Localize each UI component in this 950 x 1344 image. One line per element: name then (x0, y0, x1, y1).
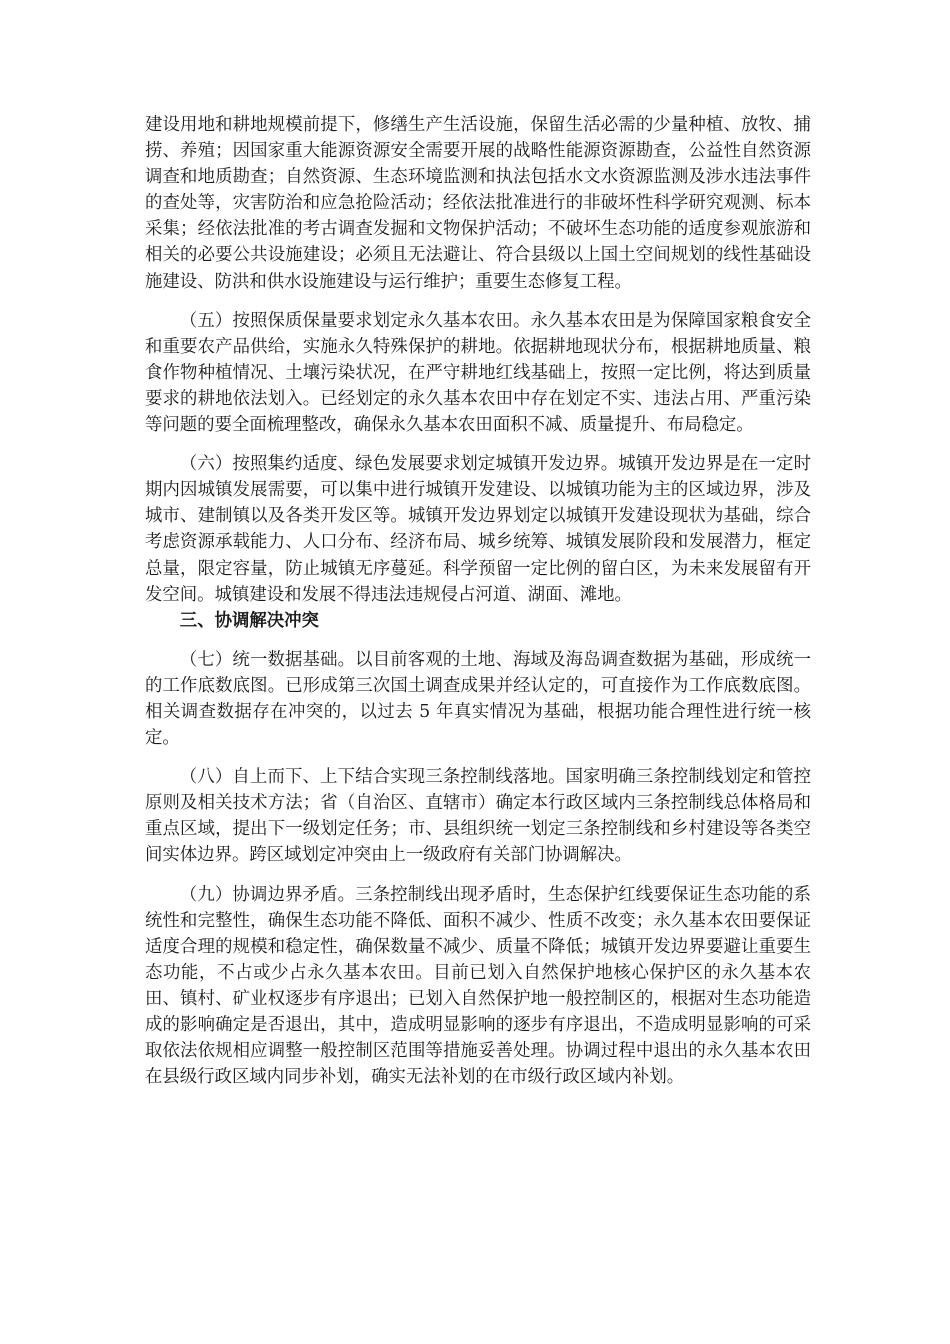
paragraph-section-6: （六）按照集约适度、绿色发展要求划定城镇开发边界。城镇开发边界是在一定时期内因城镇发展需要，可以集中进行城镇开发建设、以城镇功能为主的区域边界，涉及城市、建制镇以及各类开发区等。城镇开发边界划定以城镇开发建设现状为基础，综合考虑资源承载能力、人口分布、经济布局、城乡统筹、城镇发展阶段和发展潜力，框定总量，限定容量，防止城镇无序蔓延。科学预留一定比例的留白区，为未来发展留有开发空间。城镇建设和发展不得违法违规侵占河道、湖面、滩地。 (145, 454, 811, 605)
paragraph-section-9: （九）协调边界矛盾。三条控制线出现矛盾时，生态保护红线要保证生态功能的系统性和完整性，确保生态功能不降低、面积不减少、性质不改变；永久基本农田要保证适度合理的规模和稳定性，确保数量不减少、质量不降低；城镇开发边界要避让重要生态功能，不占或少占永久基本农田。目前已划入自然保护地核心保护区的永久基本农田、镇村、矿业权逐步有序退出；已划入自然保护地一般控制区的，根据对生态功能造成的影响确定是否退出，其中，造成明显影响的逐步有序退出，不造成明显影响的可采取依法依规相应调整一般控制区范围等措施妥善处理。协调过程中退出的永久基本农田在县级行政区域内同步补划，确实无法补划的在市级行政区域内补划。 (145, 884, 811, 1088)
document-page (145, 112, 811, 1090)
section-heading-3: 三、协调解决冲突 (179, 610, 319, 631)
paragraph-section-7: （七）统一数据基础。以目前客观的土地、海域及海岛调查数据为基础，形成统一的工作底数底图。已形成第三次国土调查成果并经认定的，可直接作为工作底数底图。相关调查数据存在冲突的，以过去 5 年真实情况为基础，根据功能合理性进行统一核定。 (145, 649, 811, 749)
paragraph-continuation: 建设用地和耕地规模前提下，修缮生产生活设施，保留生活必需的少量种植、放牧、捕捞、养殖；因国家重大能源资源安全需要开展的战略性能源资源勘查，公益性自然资源调查和地质勘查；自然资源、生态环境监测和执法包括水文水资源监测及涉水违法事件的查处等，灾害防治和应急抢险活动；经依法批准进行的非破坏性科学研究观测、标本采集；经依法批准的考古调查发掘和文物保护活动；不破坏生态功能的适度参观旅游和相关的必要公共设施建设；必须且无法避让、符合县级以上国土空间规划的线性基础设施建设、防洪和供水设施建设与运行维护；重要生态修复工程。 (145, 115, 811, 292)
paragraph-section-5: （五）按照保质保量要求划定永久基本农田。永久基本农田是为保障国家粮食安全和重要农产品供给，实施永久特殊保护的耕地。依据耕地现状分布，根据耕地质量、粮食作物种植情况、土壤污染状况，在严守耕地红线基础上，按照一定比例，将达到质量要求的耕地依法划入。已经划定的永久基本农田中存在划定不实、违法占用、严重污染等问题的要全面梳理整改，确保永久基本农田面积不减、质量提升、布局稳定。 (145, 310, 811, 436)
paragraph-section-8: （八）自上而下、上下结合实现三条控制线落地。国家明确三条控制线划定和管控原则及相关技术方法；省（自治区、直辖市）确定本行政区域内三条控制线总体格局和重点区域，提出下一级划定任务；市、县组织统一划定三条控制线和乡村建设等各类空间实体边界。跨区域划定冲突由上一级政府有关部门协调解决。 (145, 767, 811, 866)
